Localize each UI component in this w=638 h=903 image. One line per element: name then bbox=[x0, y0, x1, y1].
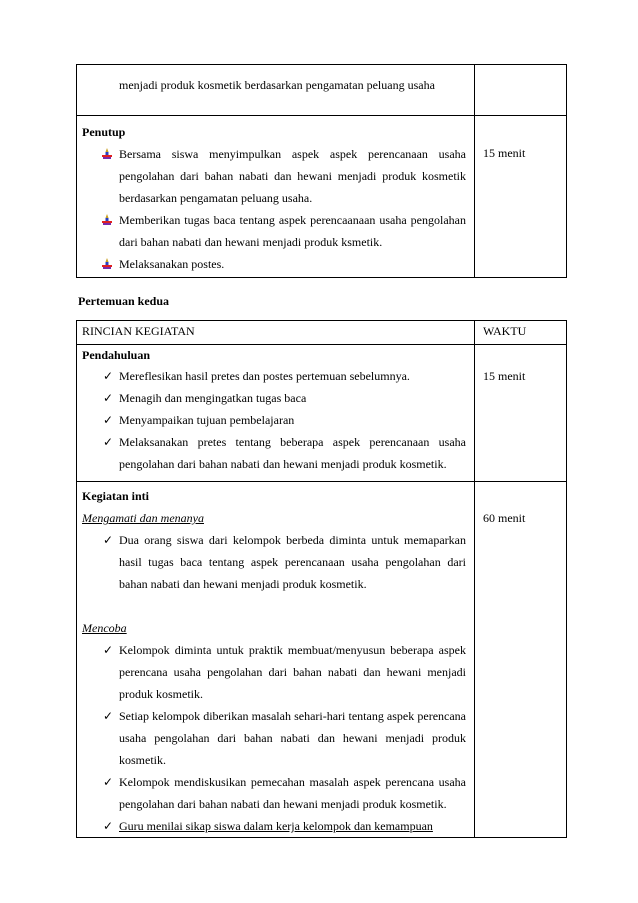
item-text: Guru menilai sikap siswa dalam kerja kelompok dan kemampuan bbox=[119, 819, 433, 833]
list-item bbox=[77, 143, 474, 209]
item-text: Menagih dan mengingatkan tugas baca bbox=[119, 391, 307, 405]
spacer bbox=[77, 595, 474, 617]
empty-time-cell bbox=[475, 65, 567, 116]
list-item bbox=[77, 387, 474, 409]
list-item bbox=[77, 639, 474, 705]
continued-cell bbox=[77, 65, 475, 116]
item-text: Setiap kelompok diberikan masalah sehari-hari tentang aspek perencana usaha pengolahan dari bahan nabati dan hewani menjadi produk kosmetik. bbox=[119, 709, 466, 767]
pendahuluan-cell bbox=[77, 345, 475, 482]
time-value: 60 menit bbox=[483, 511, 526, 525]
pendahuluan-label: Pendahuluan bbox=[82, 348, 151, 362]
section-heading: Pertemuan kedua bbox=[78, 294, 169, 308]
item-text: Kelompok diminta untuk praktik membuat/menyusun beberapa aspek perencana usaha pengolahan dari bahan nabati dan hewani menjadi produk kosmetik. bbox=[119, 643, 466, 701]
table-penutup bbox=[76, 64, 567, 278]
item-text: Melaksanakan postes. bbox=[119, 257, 225, 271]
time-value: 15 menit bbox=[483, 369, 526, 383]
list-item bbox=[77, 209, 474, 253]
header-label: WAKTU bbox=[483, 324, 527, 338]
pencil-bullet-icon bbox=[102, 258, 112, 269]
item-text: Menyampaikan tujuan pembelajaran bbox=[119, 413, 295, 427]
list-item bbox=[77, 771, 474, 815]
subsection-label: Mencoba bbox=[82, 621, 127, 635]
penutup-label: Penutup bbox=[82, 125, 126, 139]
time-value: 15 menit bbox=[483, 146, 526, 160]
item-text: Memberikan tugas baca tentang aspek perencaanaan usaha pengolahan dari bahan nabati dan hewani menjadi produk ksmetik. bbox=[119, 213, 466, 249]
time-cell bbox=[475, 345, 567, 482]
list-item bbox=[77, 815, 474, 837]
table-row bbox=[77, 345, 567, 482]
header-label: RINCIAN KEGIATAN bbox=[82, 324, 195, 338]
table-row bbox=[77, 482, 567, 838]
item-text: Bersama siswa menyimpulkan aspek aspek perencanaan usaha pengolahan dari bahan nabati dan hewani menjadi produk kosmetik berdasarkan pengamatan peluang usaha. bbox=[119, 147, 466, 205]
pencil-bullet-icon bbox=[102, 214, 112, 225]
table-pertemuan-kedua bbox=[76, 320, 567, 838]
list-item bbox=[77, 705, 474, 771]
kegiatan-inti-label: Kegiatan inti bbox=[82, 489, 150, 503]
header-cell-rincian bbox=[77, 321, 475, 345]
table-row bbox=[77, 116, 567, 278]
list-item bbox=[77, 431, 474, 475]
continued-text: menjadi produk kosmetik berdasarkan pengamatan peluang usaha bbox=[119, 78, 435, 92]
kegiatan-inti-cell bbox=[77, 482, 475, 838]
list-item bbox=[77, 365, 474, 387]
subsection-label: Mengamati dan menanya bbox=[82, 511, 204, 525]
time-cell bbox=[475, 482, 567, 838]
list-item bbox=[77, 253, 474, 277]
item-text: Mereflesikan hasil pretes dan postes pertemuan sebelumnya. bbox=[119, 369, 410, 383]
penutup-cell bbox=[77, 116, 475, 278]
table-header-row bbox=[77, 321, 567, 345]
list-item bbox=[77, 529, 474, 595]
list-item bbox=[77, 409, 474, 431]
item-text: Melaksanakan pretes tentang beberapa aspek perencanaan usaha pengolahan dari bahan nabati dan hewani menjadi produk kosmetik. bbox=[119, 435, 466, 471]
item-text: Kelompok mendiskusikan pemecahan masalah aspek perencana usaha pengolahan dari bahan nabati dan hewani menjadi produk kosmetik. bbox=[119, 775, 466, 811]
header-cell-waktu bbox=[475, 321, 567, 345]
item-text: Dua orang siswa dari kelompok berbeda diminta untuk memaparkan hasil tugas baca tentang aspek perencanaan usaha pengolahan dari bahan nabati dan hewani menjadi produk kosmetik. bbox=[119, 533, 466, 591]
time-cell bbox=[475, 116, 567, 278]
table-row bbox=[77, 65, 567, 116]
pencil-bullet-icon bbox=[102, 148, 112, 159]
